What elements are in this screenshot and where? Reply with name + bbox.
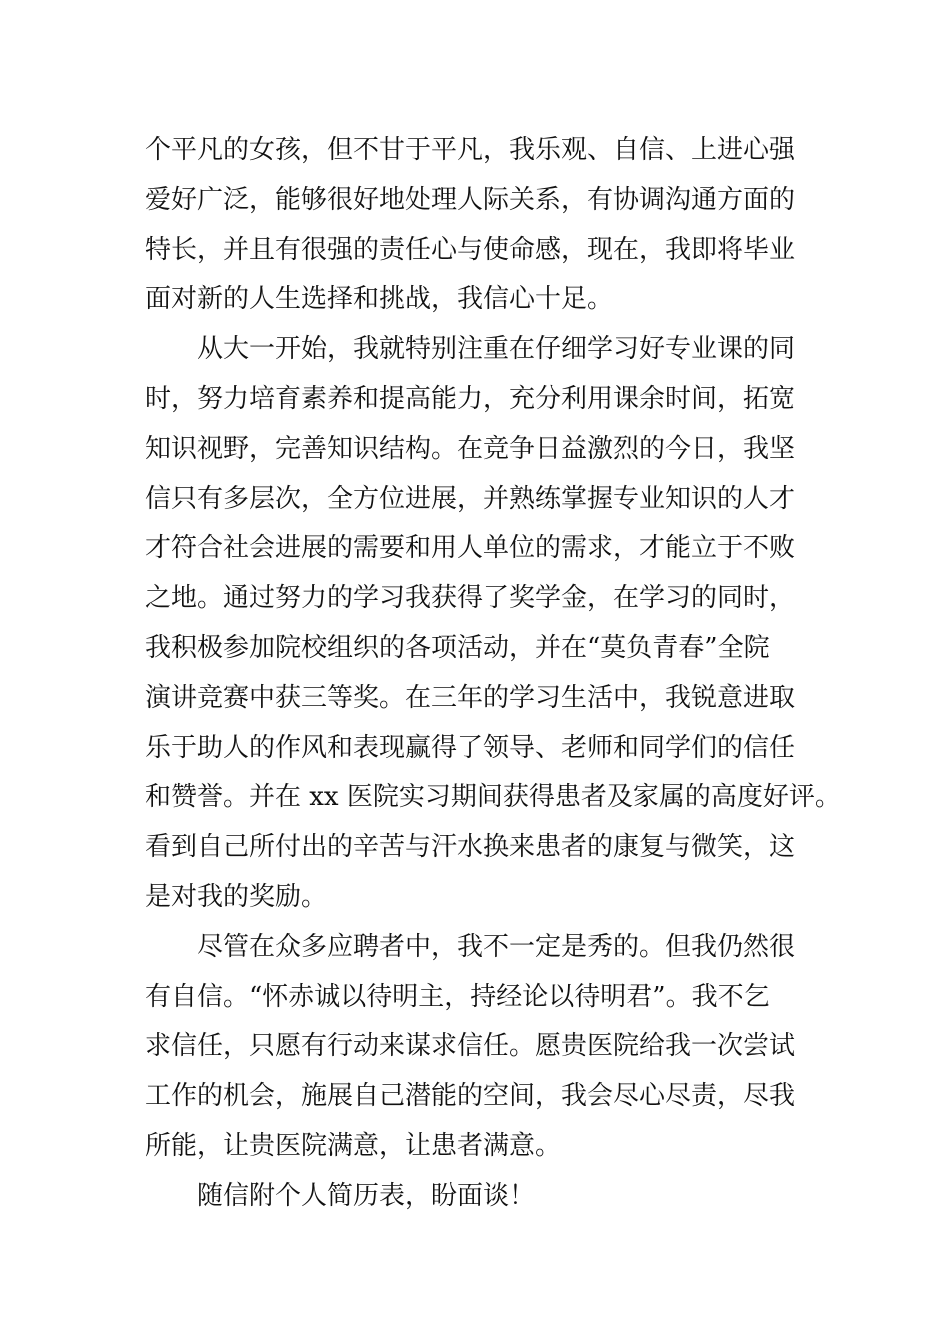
- text-line: 尽管在众多应聘者中，我不一定是秀的。但我仍然很: [197, 931, 796, 962]
- text-line: 有自信。“怀赤诚以待明主，持经论以待明君”。我不乞: [145, 981, 770, 1012]
- text-line: 演讲竞赛中获三等奖。在三年的学习生活中，我锐意进取: [145, 682, 796, 713]
- text-line: 是对我的奖励。: [145, 881, 328, 912]
- text-line: 从大一开始，我就特别注重在仔细学习好专业课的同: [197, 334, 796, 365]
- text-line: 信只有多层次，全方位进展，并熟练掌握专业知识的人才: [145, 483, 796, 514]
- text-line: 工作的机会，施展自己潜能的空间，我会尽心尽责，尽我: [145, 1081, 796, 1112]
- text-line: 时，努力培育素养和提高能力，充分利用课余时间，拓宽: [145, 383, 796, 414]
- text-line: 之地。通过努力的学习我获得了奖学金，在学习的同时，: [145, 583, 796, 614]
- text-line: 求信任，只愿有行动来谋求信任。愿贵医院给我一次尝试: [145, 1031, 796, 1062]
- text-line: 知识视野，完善知识结构。在竞争日益激烈的今日，我坚: [145, 433, 796, 464]
- text-line: 爱好广泛，能够很好地处理人际关系，有协调沟通方面的: [145, 184, 796, 215]
- text-line: 特长，并且有很强的责任心与使命感，现在，我即将毕业: [145, 234, 796, 265]
- text-line: 看到自己所付出的辛苦与汗水换来患者的康复与微笑，这: [145, 832, 796, 863]
- text-line: 和赞誉。并在 xx 医院实习期间获得患者及家属的高度好评。: [145, 782, 841, 813]
- letter-body: [145, 126, 841, 1222]
- text-line: 个平凡的女孩，但不甘于平凡，我乐观、自信、上进心强: [145, 135, 796, 165]
- text-line: 我积极参加院校组织的各项活动，并在“莫负青春”全院: [145, 632, 770, 663]
- text-line: 面对新的人生选择和挑战，我信心十足。: [145, 284, 614, 315]
- text-line: 所能，让贵医院满意，让患者满意。: [145, 1130, 562, 1161]
- text-line: 才符合社会进展的需要和用人单位的需求，才能立于不败: [145, 533, 796, 564]
- text-line: 随信附个人简历表，盼面谈！: [197, 1180, 536, 1211]
- text-line: 乐于助人的作风和表现赢得了领导、老师和同学们的信任: [145, 732, 796, 763]
